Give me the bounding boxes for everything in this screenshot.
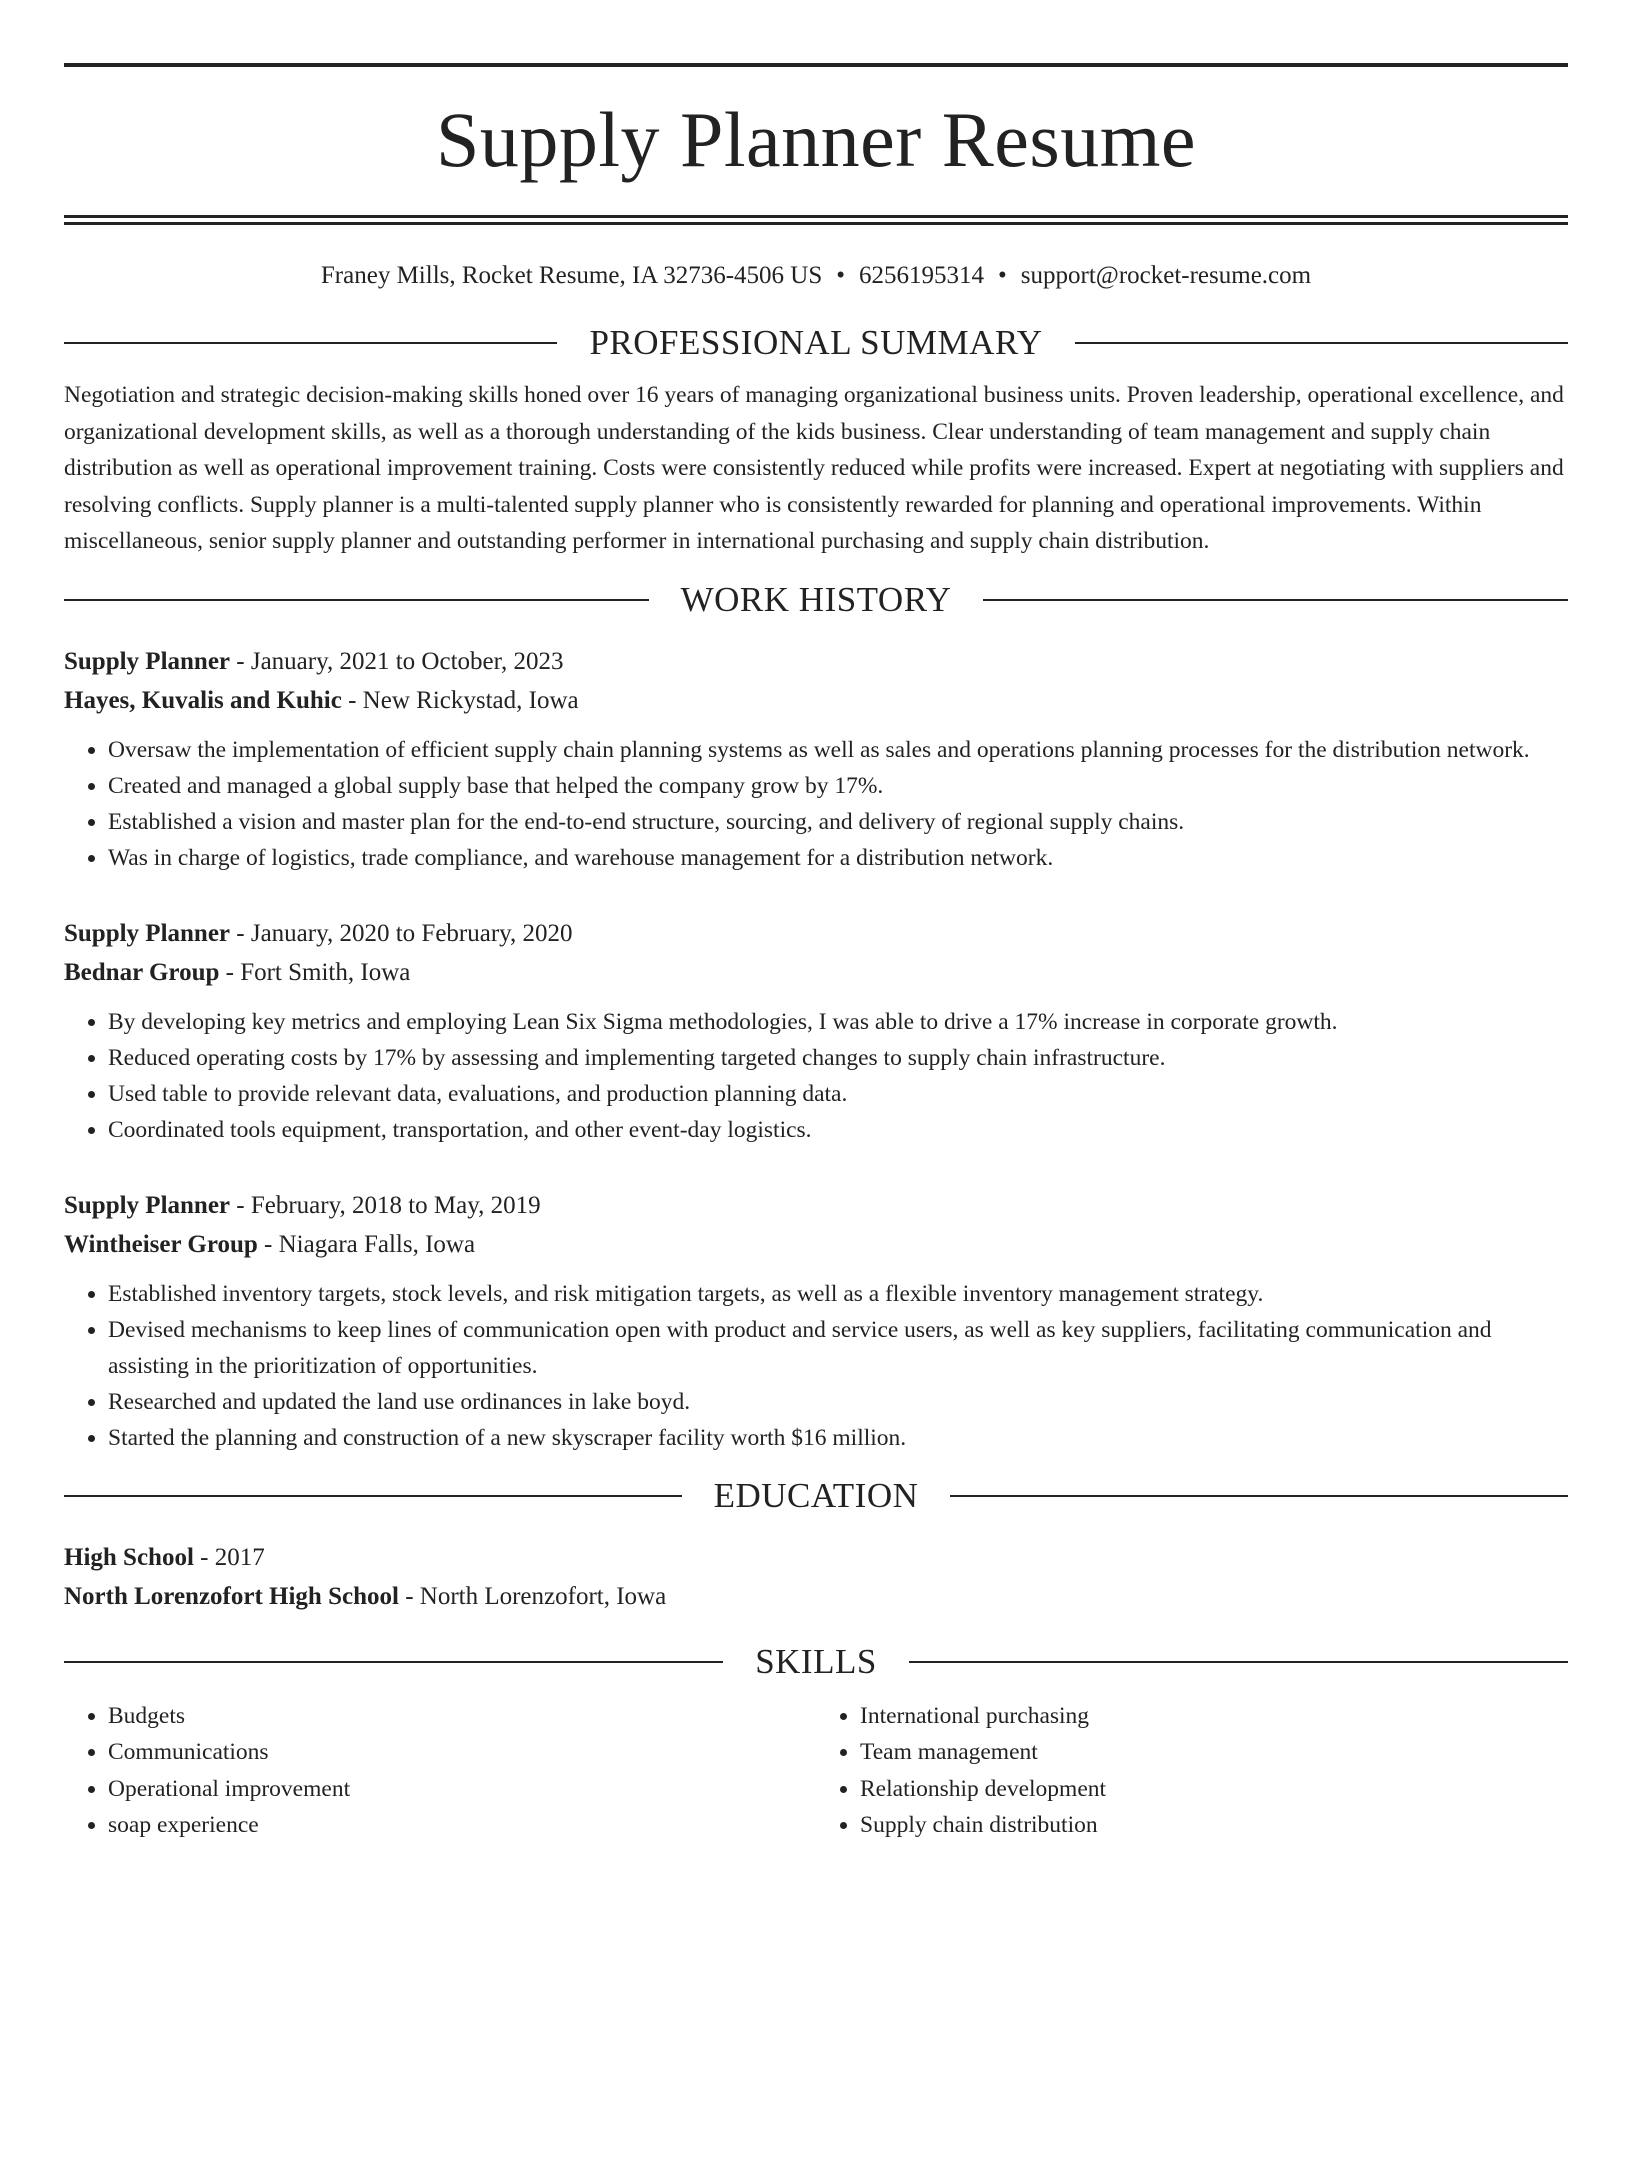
list-item: • By developing key metrics and employing Lean Six Sigma methodologies, I was able to drive a 17% increase in corporate growth. <box>108 1004 1568 1040</box>
skills-column-right <box>816 1698 1568 1844</box>
summary-text: Negotiation and strategic decision-making skills honed over 16 years of managing organizational business units. Proven leadership, operational excellence, and organizational development skills, as well as a thorough understanding of the kids business. Clear understanding of team management and supply chain distribution as well as operational improvement training. Costs were consistently reduced while profits were increased. Expert at negotiating with suppliers and resolving conflicts. Supply planner is a multi-talented supply planner who is consistently rewarded for planning and operational improvements. Within miscellaneous, senior supply planner and outstanding performer in international purchasing and supply chain distribution. <box>64 382 1564 554</box>
contact-address: Franey Mills, Rocket Resume, IA 32736-4506 US <box>320 262 823 289</box>
contact-line <box>64 261 1568 291</box>
job-company: Wintheiser Group <box>64 1230 258 1258</box>
job-entry <box>64 642 1568 876</box>
skill-item: • soap experience <box>108 1807 816 1844</box>
resume-page <box>0 63 1632 2175</box>
contact-separator: • <box>836 262 846 289</box>
list-item: • Established inventory targets, stock levels, and risk mitigation targets, as well as a flexible inventory management strategy. <box>108 1276 1568 1312</box>
section-title: EDUCATION <box>713 1475 919 1515</box>
job-bullets <box>64 1004 1568 1148</box>
top-rule <box>64 63 1568 67</box>
section-header-skills <box>64 1640 1568 1684</box>
skill-item: • Operational improvement <box>108 1771 816 1808</box>
education-location: - North Lorenzofort, Iowa <box>398 1582 667 1610</box>
section-rule <box>64 1495 682 1497</box>
contact-separator: • <box>998 262 1007 289</box>
section-rule <box>1075 342 1568 344</box>
job-role: Supply Planner <box>64 647 231 675</box>
job-role: Supply Planner <box>64 919 231 947</box>
list-item: • Created and managed a global supply base that helped the company grow by 17%. <box>108 768 1568 804</box>
job-bullets <box>64 732 1568 876</box>
job-location: - New Rickystad, Iowa <box>341 686 579 714</box>
education-degree: High School <box>64 1543 194 1571</box>
job-entry <box>64 1186 1568 1456</box>
skills-column-left <box>64 1698 816 1844</box>
job-company: Bednar Group <box>64 958 220 986</box>
education-school-line <box>64 1577 1568 1616</box>
education-school: North Lorenzofort High School <box>64 1582 399 1610</box>
page-title: Supply Planner Resume <box>435 96 1197 183</box>
section-title: WORK HISTORY <box>680 579 952 619</box>
contact-phone: 6256195314 <box>859 262 985 289</box>
education-year: - 2017 <box>193 1543 265 1571</box>
list-item: • Started the planning and construction of a new skyscraper facility worth $16 million. <box>108 1420 1568 1456</box>
section-rule <box>909 1661 1568 1663</box>
section-header-education <box>64 1474 1568 1518</box>
section-rule <box>983 599 1568 601</box>
section-rule <box>950 1495 1568 1497</box>
skill-item: • Budgets <box>108 1698 816 1735</box>
section-header-summary <box>64 321 1568 365</box>
skill-item: • Relationship development <box>860 1771 1568 1808</box>
section-title: SKILLS <box>755 1641 877 1681</box>
list-item: • Coordinated tools equipment, transportation, and other event-day logistics. <box>108 1112 1568 1148</box>
job-company-line <box>64 953 1568 992</box>
job-dates: - January, 2020 to February, 2020 <box>230 919 573 947</box>
job-title-line <box>64 914 1568 953</box>
skills-grid <box>64 1698 1568 1844</box>
list-item: • Researched and updated the land use ordinances in lake boyd. <box>108 1384 1568 1420</box>
list-item: • Devised mechanisms to keep lines of communication open with product and service users, as well as key suppliers, facilitating communication and assisting in the prioritization of opportunities. <box>108 1312 1568 1384</box>
title-double-rule <box>64 215 1568 225</box>
education-entry <box>64 1538 1568 1616</box>
job-company: Hayes, Kuvalis and Kuhic <box>64 686 342 714</box>
skill-item: • International purchasing <box>860 1698 1568 1735</box>
section-rule <box>64 342 557 344</box>
skill-item: • Supply chain distribution <box>860 1807 1568 1844</box>
section-rule <box>64 1661 723 1663</box>
job-location: - Fort Smith, Iowa <box>219 958 411 986</box>
job-title-line <box>64 1186 1568 1225</box>
skill-item: • Communications <box>108 1734 816 1771</box>
list-item: • Reduced operating costs by 17% by assessing and implementing targeted changes to supply chain infrastructure. <box>108 1040 1568 1076</box>
contact-email: support@rocket-resume.com <box>1020 262 1312 289</box>
job-company-line <box>64 1225 1568 1264</box>
list-item: • Was in charge of logistics, trade compliance, and warehouse management for a distribution network. <box>108 840 1568 876</box>
list-item: • Used table to provide relevant data, evaluations, and production planning data. <box>108 1076 1568 1112</box>
job-dates: - January, 2021 to October, 2023 <box>230 647 564 675</box>
section-rule <box>64 599 649 601</box>
job-location: - Niagara Falls, Iowa <box>257 1230 476 1258</box>
list-item: • Established a vision and master plan for the end-to-end structure, sourcing, and delivery of regional supply chains. <box>108 804 1568 840</box>
job-company-line <box>64 681 1568 720</box>
job-dates: - February, 2018 to May, 2019 <box>230 1191 541 1219</box>
job-role: Supply Planner <box>64 1191 231 1219</box>
job-title-line <box>64 642 1568 681</box>
list-item: • Oversaw the implementation of efficient supply chain planning systems as well as sales and operations planning processes for the distribution network. <box>108 732 1568 768</box>
job-entry <box>64 914 1568 1148</box>
skill-item: • Team management <box>860 1734 1568 1771</box>
job-bullets <box>64 1276 1568 1456</box>
education-degree-line <box>64 1538 1568 1577</box>
section-title: PROFESSIONAL SUMMARY <box>589 323 1043 362</box>
section-header-work <box>64 578 1568 622</box>
